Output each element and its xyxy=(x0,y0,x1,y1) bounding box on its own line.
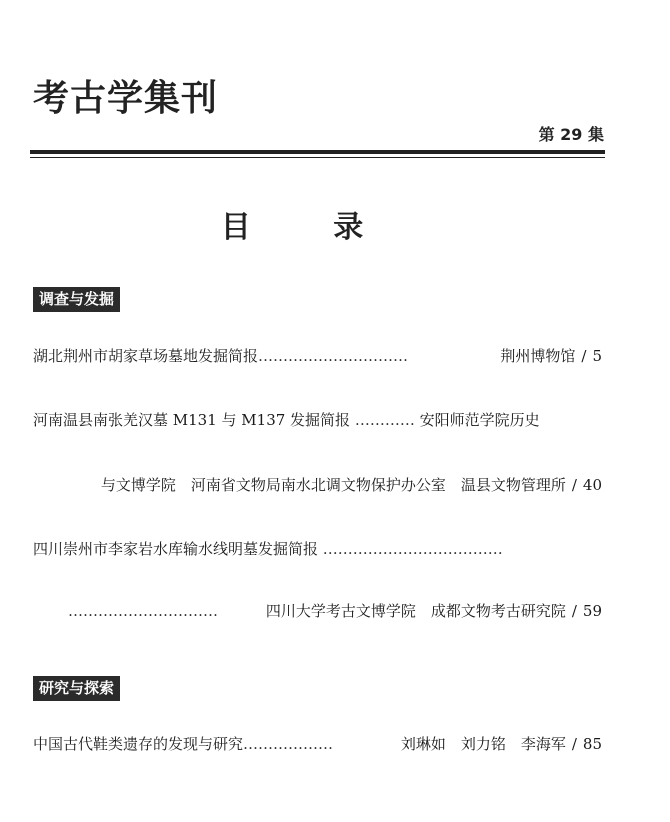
toc-entry-meta xyxy=(500,345,602,367)
entry-authors: 荆州博物馆 xyxy=(500,347,576,365)
leader-dots: ………………………… xyxy=(68,602,218,620)
entry-separator: / xyxy=(581,347,587,365)
section-header-research: 研究与探索 xyxy=(33,676,120,701)
toc-entry[interactable] xyxy=(33,538,503,560)
entry-title: 湖北荆州市胡家草场墓地发掘简报 xyxy=(33,347,259,365)
toc-entry[interactable] xyxy=(33,409,540,431)
entry-title: 中国古代鞋类遗存的发现与研究 xyxy=(33,735,244,753)
leader-dots: ………… xyxy=(354,411,415,429)
leader-dots: ……………… xyxy=(243,735,334,753)
entry-authors: 安阳师范学院历史 xyxy=(419,411,540,429)
entry-page: 85 xyxy=(582,735,602,753)
entry-page: 5 xyxy=(592,347,602,365)
toc-entry-meta xyxy=(68,600,218,622)
entry-page: 59 xyxy=(582,602,602,620)
toc-entry[interactable] xyxy=(33,733,333,755)
entry-page: 40 xyxy=(582,476,602,494)
entry-title: 四川崇州市李家岩水库输水线明墓发掘简报 xyxy=(33,540,319,558)
toc-entry-meta xyxy=(101,474,602,496)
entry-separator: / xyxy=(571,735,577,753)
entry-authors: 与文博学院 河南省文物局南水北调文物保护办公室 温县文物管理所 xyxy=(100,476,566,494)
toc-entry-meta xyxy=(266,600,602,622)
journal-title: 考古学集刊 xyxy=(33,78,219,119)
leader-dots: ……………………………… xyxy=(322,540,503,558)
toc-entry-meta xyxy=(401,733,602,755)
entry-separator: / xyxy=(571,476,577,494)
header-rule-thick xyxy=(30,150,605,154)
entry-authors: 四川大学考古文博学院 成都文物考古研究院 xyxy=(265,602,566,620)
section-header-survey: 调查与发掘 xyxy=(33,287,120,312)
leader-dots: ………………………… xyxy=(258,347,409,365)
entry-authors: 刘琳如 刘力铭 李海军 xyxy=(400,735,566,753)
toc-entry[interactable] xyxy=(33,345,408,367)
issue-number: 第 29 集 xyxy=(538,125,604,144)
entry-separator: / xyxy=(571,602,577,620)
header-rule-thin xyxy=(30,157,605,158)
entry-title: 河南温县南张羌汉墓 M131 与 M137 发掘简报 xyxy=(33,411,351,429)
toc-title: 目 录 xyxy=(220,210,400,245)
